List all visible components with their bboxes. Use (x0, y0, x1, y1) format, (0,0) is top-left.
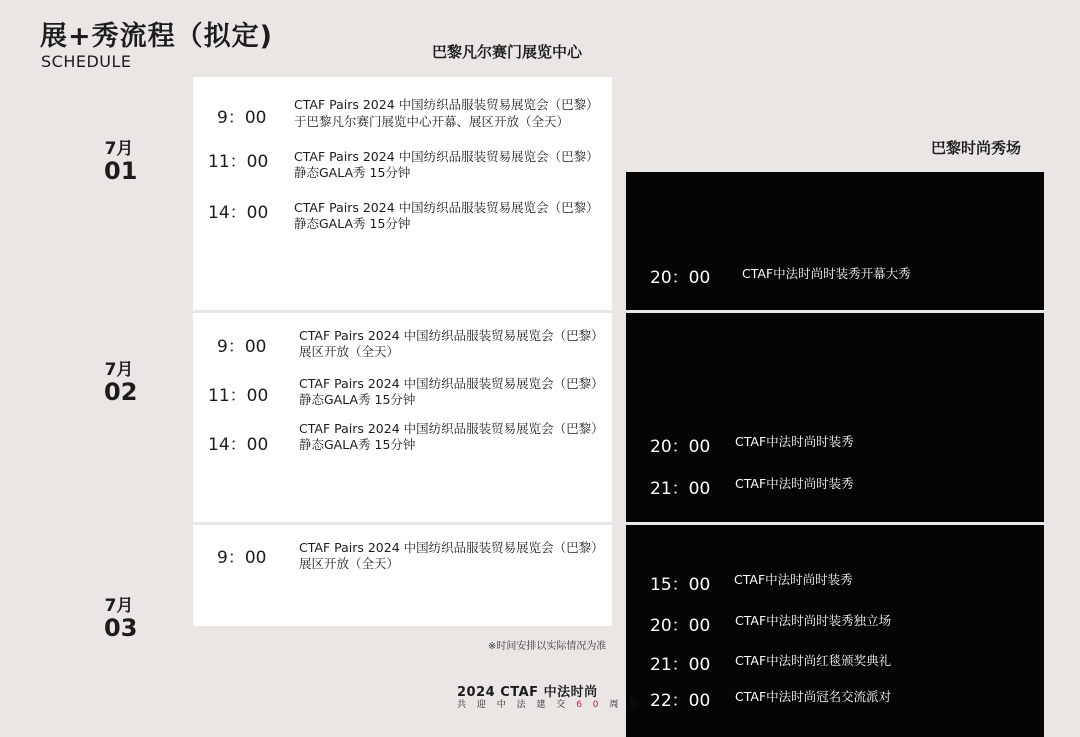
event-title: CTAF中法时尚冠名交流派对 (735, 689, 892, 704)
event-time: 11：00 (208, 386, 269, 406)
page-title: 展+秀流程（拟定) (40, 21, 273, 52)
event-detail: 展区开放（全天） (299, 344, 400, 359)
event-time: 9：00 (217, 548, 267, 568)
event-title: CTAF Pairs 2024 中国纺织品服装贸易展览会（巴黎） (299, 421, 604, 436)
show-panel-day2 (626, 313, 1044, 522)
event-title: CTAF中法时尚时装秀 (734, 572, 853, 587)
expo-panel-day1 (193, 77, 612, 310)
event-title: CTAF中法时尚时装秀 (735, 476, 854, 491)
event-time: 22：00 (650, 691, 711, 711)
date-day: 02 (104, 378, 138, 406)
event-detail: 静态GALA秀 15分钟 (294, 216, 411, 231)
expo-panel-day2 (193, 313, 612, 522)
page-subtitle: SCHEDULE (41, 52, 132, 71)
event-time: 20：00 (650, 437, 711, 457)
brand-logo-text: 2024 CTAF 中法时尚 (457, 685, 598, 700)
event-title: CTAF Pairs 2024 中国纺织品服装贸易展览会（巴黎） (294, 200, 599, 215)
show-panel-day1 (626, 172, 1044, 310)
event-time: 21：00 (650, 655, 711, 675)
date-month: 7月 (104, 139, 134, 159)
date-month: 7月 (104, 360, 134, 380)
event-time: 20：00 (650, 268, 711, 288)
event-title: CTAF中法时尚时装秀开幕大秀 (742, 266, 911, 281)
event-time: 21：00 (650, 479, 711, 499)
event-title: CTAF Pairs 2024 中国纺织品服装贸易展览会（巴黎） (299, 540, 604, 555)
expo-panel-day3 (193, 525, 612, 626)
show-panel-day3 (626, 525, 1044, 737)
event-detail: 静态GALA秀 15分钟 (294, 165, 411, 180)
event-title: CTAF Pairs 2024 中国纺织品服装贸易展览会（巴黎） (294, 97, 599, 112)
event-time: 20：00 (650, 616, 711, 636)
event-title: CTAF Pairs 2024 中国纺织品服装贸易展览会（巴黎） (299, 328, 604, 343)
event-time: 11：00 (208, 152, 269, 172)
date-day: 03 (104, 614, 138, 642)
venue-show-heading: 巴黎时尚秀场 (931, 139, 1022, 157)
event-title: CTAF中法时尚时装秀 (735, 434, 854, 449)
event-time: 9：00 (217, 337, 267, 357)
event-detail: 展区开放（全天） (299, 556, 400, 571)
date-label-day1 (104, 134, 138, 185)
event-time: 15：00 (650, 575, 711, 595)
event-detail: 静态GALA秀 15分钟 (299, 392, 416, 407)
event-time: 14：00 (208, 435, 269, 455)
tagline-anniversary-number: 6 0 (576, 700, 603, 710)
tagline-text: 共 迎 中 法 建 交 (457, 700, 570, 710)
date-label-day2 (104, 355, 138, 406)
date-day: 01 (104, 157, 138, 185)
event-detail: 静态GALA秀 15分钟 (299, 437, 416, 452)
event-title: CTAF中法时尚红毯颁奖典礼 (735, 653, 892, 668)
event-title: CTAF Pairs 2024 中国纺织品服装贸易展览会（巴黎） (294, 149, 599, 164)
event-title: CTAF中法时尚时装秀独立场 (735, 613, 892, 628)
date-label-day3 (104, 591, 138, 642)
schedule-disclaimer: ※时间安排以实际情况为准 (488, 641, 607, 652)
event-title: CTAF Pairs 2024 中国纺织品服装贸易展览会（巴黎） (299, 376, 604, 391)
tagline-text-end: 周 年 (609, 700, 643, 710)
event-detail: 于巴黎凡尔赛门展览中心开幕、展区开放（全天） (294, 114, 570, 129)
brand-tagline (457, 697, 642, 710)
date-month: 7月 (104, 596, 134, 616)
event-time: 9：00 (217, 108, 267, 128)
venue-expo-heading: 巴黎凡尔赛门展览中心 (432, 43, 583, 61)
event-time: 14：00 (208, 203, 269, 223)
